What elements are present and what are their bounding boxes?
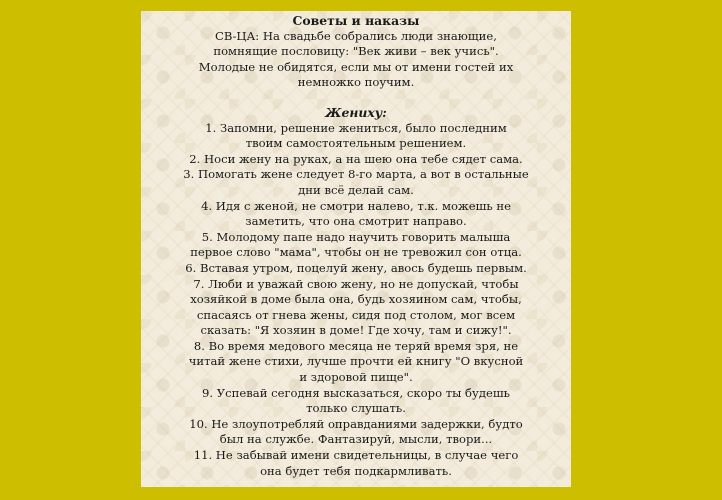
advice-item-2 (141, 152, 571, 168)
advice-line: 6. Вставая утром, поцелуй жену, авось будешь первым. (185, 260, 527, 275)
advice-line: и здоровой пище". (299, 370, 413, 385)
advice-line: только слушать. (306, 401, 406, 416)
advice-line: заметить, что она смотрит направо. (245, 214, 467, 229)
advice-line: 1. Запомни, решение жениться, было последним (205, 120, 507, 135)
intro-line: Молодые не обидятся, если мы от имени гостей их (198, 59, 514, 74)
advice-line: первое слово "мама", чтобы он не тревожил сон отца. (190, 245, 522, 260)
advice-item-5 (141, 230, 571, 261)
advice-line: 9. Успевай сегодня высказаться, скоро ты будешь (202, 385, 510, 400)
intro-line: СВ-ЦА: На свадьбе собрались люди знающие, (215, 28, 497, 43)
advice-item-4 (141, 199, 571, 230)
intro-line: немножко поучим. (297, 75, 415, 90)
advice-line: она будет тебя подкармливать. (260, 463, 452, 478)
advice-item-1 (141, 121, 571, 152)
advice-line: был на службе. Фантазируй, мысли, твори... (219, 432, 493, 447)
advice-item-8 (141, 339, 571, 386)
advice-line: 8. Во время медового месяца не теряй время зря, не (193, 338, 519, 353)
spacer (141, 91, 571, 105)
advice-line: читай жене стихи, лучше прочти ей книгу "О вкусной (188, 354, 524, 369)
advice-document (141, 11, 571, 487)
advice-line: твоим самостоятельным решением. (245, 136, 467, 151)
advice-line: 5. Молодому папе надо научить говорить малыша (201, 229, 511, 244)
advice-line: 7. Люби и уважай свою жену, но не допускай, чтобы (193, 276, 519, 291)
advice-line: хозяйкой в доме была она, будь хозяином сам, чтобы, (190, 292, 522, 307)
section-heading-groom: Жениху: (325, 104, 387, 120)
advice-item-3 (141, 167, 571, 198)
advice-item-11 (141, 448, 571, 479)
document-title: Советы и наказы (292, 13, 420, 28)
advice-line: 3. Помогать жене следует 8-го марта, а вот в остальные (183, 167, 529, 182)
advice-item-9 (141, 386, 571, 417)
advice-line: 4. Идя с женой, не смотри налево, т.к. можешь не (201, 198, 511, 213)
advice-line: сказать: "Я хозяин в доме! Где хочу, там и сижу!". (200, 323, 512, 338)
advice-line: 10. Не злоупотребляй оправданиями задержки, будто (189, 416, 523, 431)
advice-item-10 (141, 417, 571, 448)
advice-list (141, 121, 571, 480)
intro-line: помнящие пословицу: "Век живи – век учись". (213, 44, 499, 59)
advice-item-7 (141, 277, 571, 339)
advice-item-6 (141, 261, 571, 277)
intro-paragraph (141, 29, 571, 91)
advice-line: 2. Носи жену на руках, а на шею она тебе сядет сама. (189, 151, 523, 166)
advice-line: дни всё делай сам. (298, 182, 414, 197)
advice-line: спасаясь от гнева жены, сидя под столом, мог всем (196, 307, 516, 322)
advice-line: 11. Не забывай имени свидетельницы, в случае чего (193, 448, 519, 463)
